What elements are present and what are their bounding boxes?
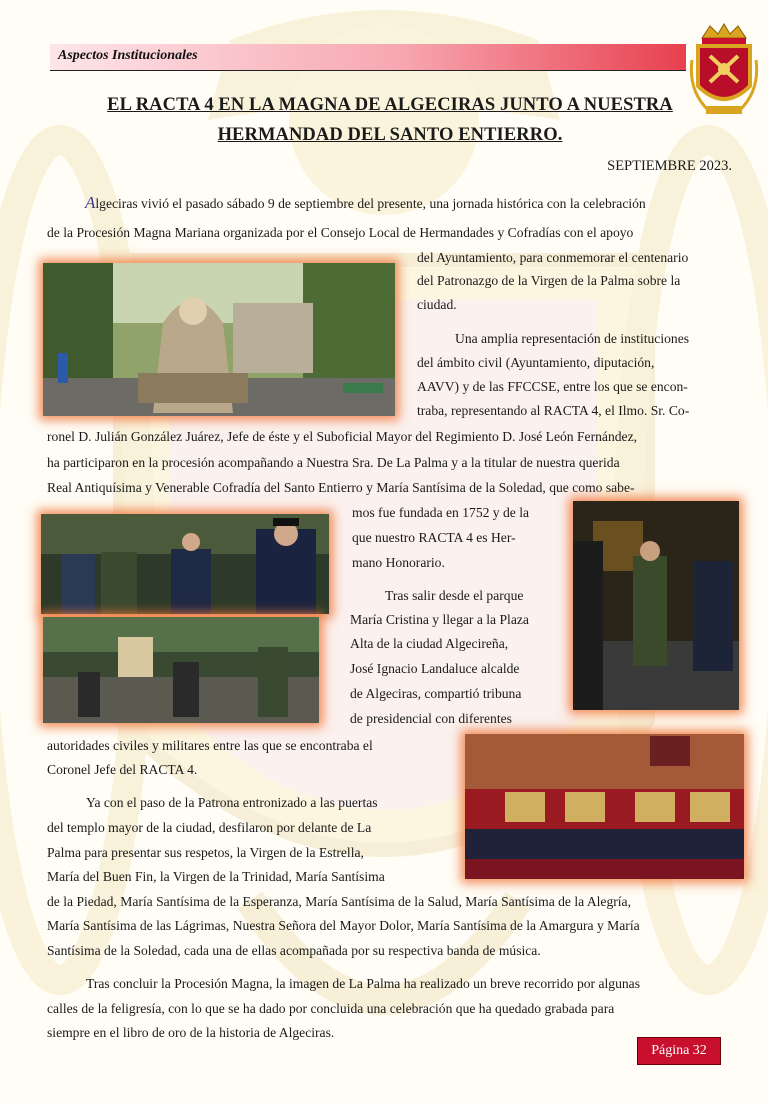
- p3-line-4: José Ignacio Landaluce alcalde: [350, 661, 520, 676]
- p3-line-3: Alta de la ciudad Algecireña,: [350, 636, 509, 651]
- article-title: [60, 90, 720, 150]
- p2-line-2: del ámbito civil (Ayuntamiento, diputación,: [417, 355, 655, 370]
- page-number-badge: Página 32: [637, 1037, 721, 1065]
- p2-line-4: traba, representando al RACTA 4, el Ilmo. Sr. Co-: [417, 403, 690, 418]
- p5-line-2: calles de la feligresía, con lo que se ha dado por concluida una celebración que ha quedado grabada para: [47, 1001, 615, 1016]
- photo-procession-street: [43, 263, 395, 416]
- section-header-bar: [50, 44, 686, 71]
- dropcap: A: [85, 193, 96, 212]
- p1-line-3: del Ayuntamiento, para conmemorar el centenario: [417, 250, 689, 265]
- p4-line-6: María Santísima de las Lágrimas, Nuestra Señora del Mayor Dolor, María Santísima de la Amargura y María: [47, 918, 640, 933]
- photo-officer-night-image: [573, 501, 739, 710]
- section-title: Aspectos Institucionales: [58, 48, 198, 63]
- p2-line-7: Real Antiquísima y Venerable Cofradía del Santo Entierro y María Santísima de la Soledad, que como sabe-: [47, 480, 635, 495]
- p2-line-1: Una amplia representación de instituciones: [455, 331, 690, 346]
- p5-line-3: siempre en el libro de oro de la historia de Algeciras.: [47, 1025, 335, 1040]
- p3-line-7: autoridades civiles y militares entre las que se encontraba el: [47, 738, 373, 753]
- p2-line-9: que nuestro RACTA 4 es Her-: [352, 530, 516, 545]
- photo-officers-image: [41, 514, 329, 614]
- p1-line-5: ciudad.: [417, 297, 457, 312]
- title-line-1: EL RACTA 4 EN LA MAGNA DE ALGECIRAS JUNTO A NUESTRA: [107, 95, 673, 115]
- p4-line-3: Palma para presentar sus respetos, la Virgen de la Estrella,: [47, 845, 364, 860]
- p4-line-1: Ya con el paso de la Patrona entronizado a las puertas: [86, 795, 378, 810]
- p1-line-2: de la Procesión Magna Mariana organizada por el Consejo Local de Hermandades y Cofradías con el apoyo: [47, 225, 634, 240]
- p3-line-2: María Cristina y llegar a la Plaza: [350, 612, 529, 627]
- p2-line-10: mano Honorario.: [352, 555, 445, 570]
- p3-line-1: Tras salir desde el parque: [385, 588, 524, 603]
- p4-line-7: Santísima de la Soledad, cada una de ellas acompañada por su respectiva banda de música.: [47, 943, 541, 958]
- photo-officer-night: [573, 501, 739, 710]
- photo-tribune-image: [465, 734, 744, 879]
- p3-line-5: de Algeciras, compartió tribuna: [350, 686, 522, 701]
- p5-line-1: Tras concluir la Procesión Magna, la imagen de La Palma ha realizado un breve recorrido por algunas: [86, 976, 641, 991]
- title-line-2: HERMANDAD DEL SANTO ENTIERRO.: [217, 125, 563, 145]
- p1-line-1-text: lgeciras vivió el pasado sábado 9 de septiembre del presente, una jornada histórica con la celebración: [95, 196, 646, 211]
- photo-procession-night: [43, 617, 319, 723]
- p3-line-8: Coronel Jefe del RACTA 4.: [47, 762, 198, 777]
- photo-tribune: [465, 734, 744, 879]
- p2-line-6: ha participaron en la procesión acompañando a Nuestra Sra. De La Palma y a la titular de nuestra querida: [47, 455, 620, 470]
- p2-line-3: AAVV) y de las FFCCSE, entre los que se encon-: [417, 379, 688, 394]
- p4-line-2: del templo mayor de la ciudad, desfilaron por delante de La: [47, 820, 372, 835]
- p4-line-5: de la Piedad, María Santísima de la Esperanza, María Santísima de la Salud, María Santísima de la Alegría,: [47, 894, 631, 909]
- photo-procession-night-image: [43, 617, 319, 723]
- article-date: SEPTIEMBRE 2023.: [607, 158, 732, 174]
- photo-officers: [41, 514, 329, 614]
- p4-line-4: María del Buen Fin, la Virgen de la Trinidad, María Santísima: [47, 869, 385, 884]
- photo-procession-street-image: [43, 263, 395, 416]
- p2-line-5: ronel D. Julián González Juárez, Jefe de éste y el Suboficial Mayor del Regimiento D. José León Fernández,: [47, 429, 638, 444]
- p1-line-1: [85, 193, 646, 213]
- p2-line-8: mos fue fundada en 1752 y de la: [352, 505, 530, 520]
- p1-line-4: del Patronazgo de la Virgen de la Palma sobre la: [417, 273, 681, 288]
- p3-line-6: de presidencial con diferentes: [350, 711, 512, 726]
